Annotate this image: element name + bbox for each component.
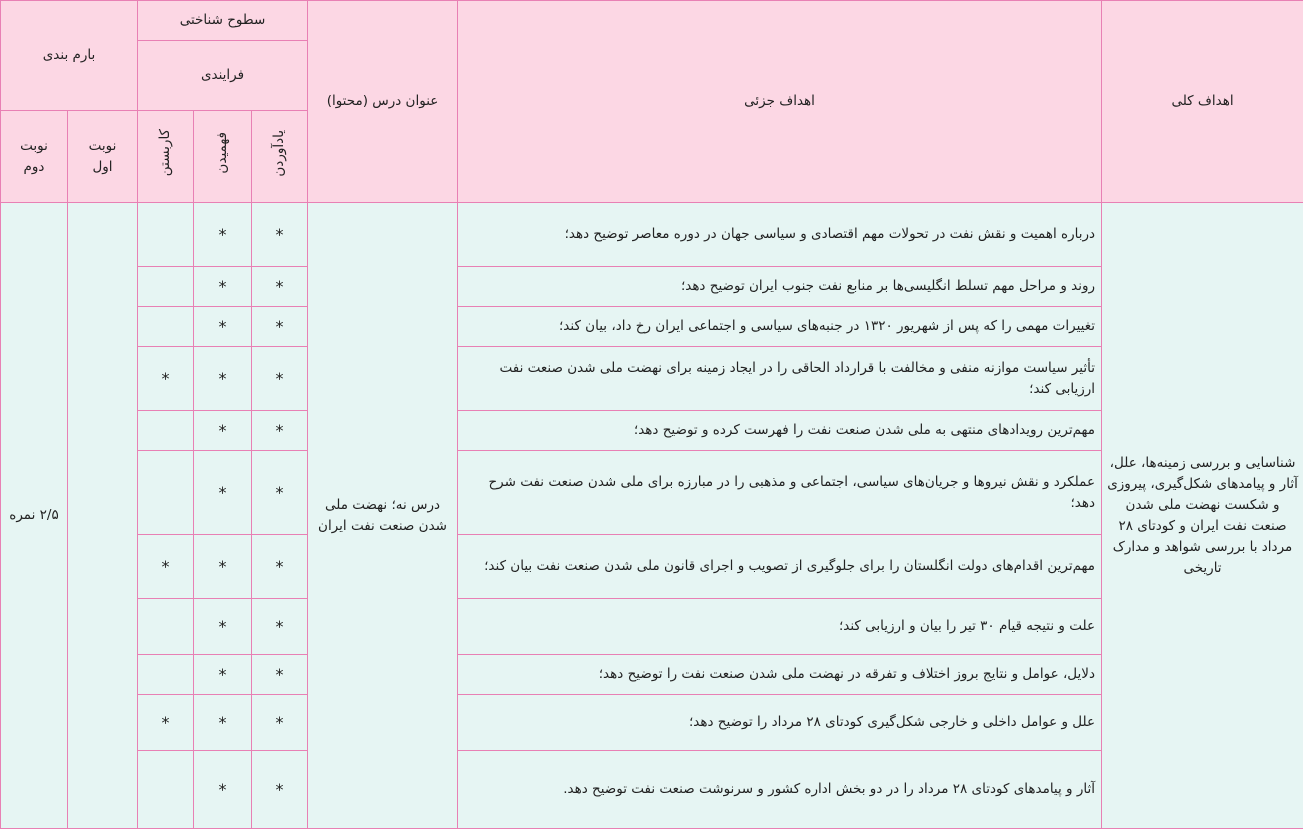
specific-goal-cell: روند و مراحل مهم تسلط انگلیسی‌ها بر منابع نفت جنوب ایران توضیح دهد؛ (458, 267, 1102, 307)
understand-mark: * (194, 655, 252, 695)
header-term1: نوبت اول (68, 111, 138, 203)
header-apply-label: کاربستن (155, 129, 176, 176)
specific-goal-cell: درباره اهمیت و نقش نفت در تحولات مهم اقتصادی و سیاسی جهان در دوره معاصر توضیح دهد؛ (458, 203, 1102, 267)
lesson-title-cell: درس نه؛ نهضت ملی شدن صنعت نفت ایران (308, 203, 458, 829)
specific-goal-cell: آثار و پیامدهای کودتای ۲۸ مرداد را در دو بخش اداره کشور و سرنوشت صنعت نفت توضیح دهد. (458, 751, 1102, 829)
table-row (1, 203, 1303, 267)
remember-mark: * (252, 411, 308, 451)
remember-mark: * (252, 655, 308, 695)
remember-mark: * (252, 267, 308, 307)
specific-goal-cell: تأثیر سیاست موازنه منفی و مخالفت با قرارداد الحاقی را در ایجاد زمینه برای نهضت ملی شدن صنعت نفت ارزیابی کند؛ (458, 347, 1102, 411)
understand-mark: * (194, 411, 252, 451)
apply-mark (138, 451, 194, 535)
understand-mark: * (194, 451, 252, 535)
term1-score-cell (68, 203, 138, 829)
apply-mark (138, 203, 194, 267)
remember-mark: * (252, 695, 308, 751)
remember-mark: * (252, 535, 308, 599)
apply-mark (138, 751, 194, 829)
header-process: فرایندی (138, 41, 308, 111)
understand-mark: * (194, 695, 252, 751)
understand-mark: * (194, 203, 252, 267)
term2-score-cell: ۲/۵ نمره (1, 203, 68, 829)
specific-goal-cell: تغییرات مهمی را که پس از شهریور ۱۳۲۰ در جنبه‌های سیاسی و اجتماعی ایران رخ داد، بیان کند؛ (458, 307, 1102, 347)
specific-goal-cell: علل و عوامل داخلی و خارجی شکل‌گیری کودتای ۲۸ مرداد را توضیح دهد؛ (458, 695, 1102, 751)
remember-mark: * (252, 451, 308, 535)
specific-goal-cell: مهم‌ترین رویدادهای منتهی به ملی شدن صنعت نفت را فهرست کرده و توضیح دهد؛ (458, 411, 1102, 451)
header-remember (252, 111, 308, 203)
specific-goal-cell: دلایل، عوامل و نتایج بروز اختلاف و تفرقه در نهضت ملی شدن صنعت نفت را توضیح دهد؛ (458, 655, 1102, 695)
header-general-goals: اهداف کلی (1102, 1, 1303, 203)
header-understand (194, 111, 252, 203)
apply-mark (138, 655, 194, 695)
header-score: بارم بندی (1, 1, 138, 111)
apply-mark: * (138, 535, 194, 599)
header-apply (138, 111, 194, 203)
general-goal-cell: شناسایی و بررسی زمینه‌ها، علل، آثار و پیامدهای شکل‌گیری، پیروزی و شکست نهضت ملی شدن صنعت نفت ایران و کودتای ۲۸ مرداد با بررسی شواهد و مدارک تاریخی (1102, 203, 1303, 829)
specific-goal-cell: عملکرد و نقش نیروها و جریان‌های سیاسی، اجتماعی و مذهبی را در مبارزه برای ملی شدن صنعت نفت شرح دهد؛ (458, 451, 1102, 535)
remember-mark: * (252, 347, 308, 411)
understand-mark: * (194, 599, 252, 655)
understand-mark: * (194, 751, 252, 829)
apply-mark (138, 599, 194, 655)
header-specific-goals: اهداف جزئی (458, 1, 1102, 203)
understand-mark: * (194, 267, 252, 307)
remember-mark: * (252, 751, 308, 829)
header-understand-label: فهمیدن (212, 132, 233, 174)
understand-mark: * (194, 535, 252, 599)
header-remember-label: یادآوردن (269, 130, 290, 177)
specific-goal-cell: علت و نتیجه قیام ۳۰ تیر را بیان و ارزیابی کند؛ (458, 599, 1102, 655)
apply-mark (138, 307, 194, 347)
remember-mark: * (252, 307, 308, 347)
apply-mark (138, 267, 194, 307)
understand-mark: * (194, 307, 252, 347)
table-body (1, 203, 1303, 829)
apply-mark (138, 411, 194, 451)
header-lesson-title: عنوان درس (محتوا) (308, 1, 458, 203)
specific-goal-cell: مهم‌ترین اقدام‌های دولت انگلستان را برای جلوگیری از تصویب و اجرای قانون ملی شدن صنعت نفت بیان کند؛ (458, 535, 1102, 599)
header-term2: نوبت دوم (1, 111, 68, 203)
apply-mark: * (138, 695, 194, 751)
remember-mark: * (252, 203, 308, 267)
understand-mark: * (194, 347, 252, 411)
apply-mark: * (138, 347, 194, 411)
header-cognitive-levels: سطوح شناختی (138, 1, 308, 41)
remember-mark: * (252, 599, 308, 655)
